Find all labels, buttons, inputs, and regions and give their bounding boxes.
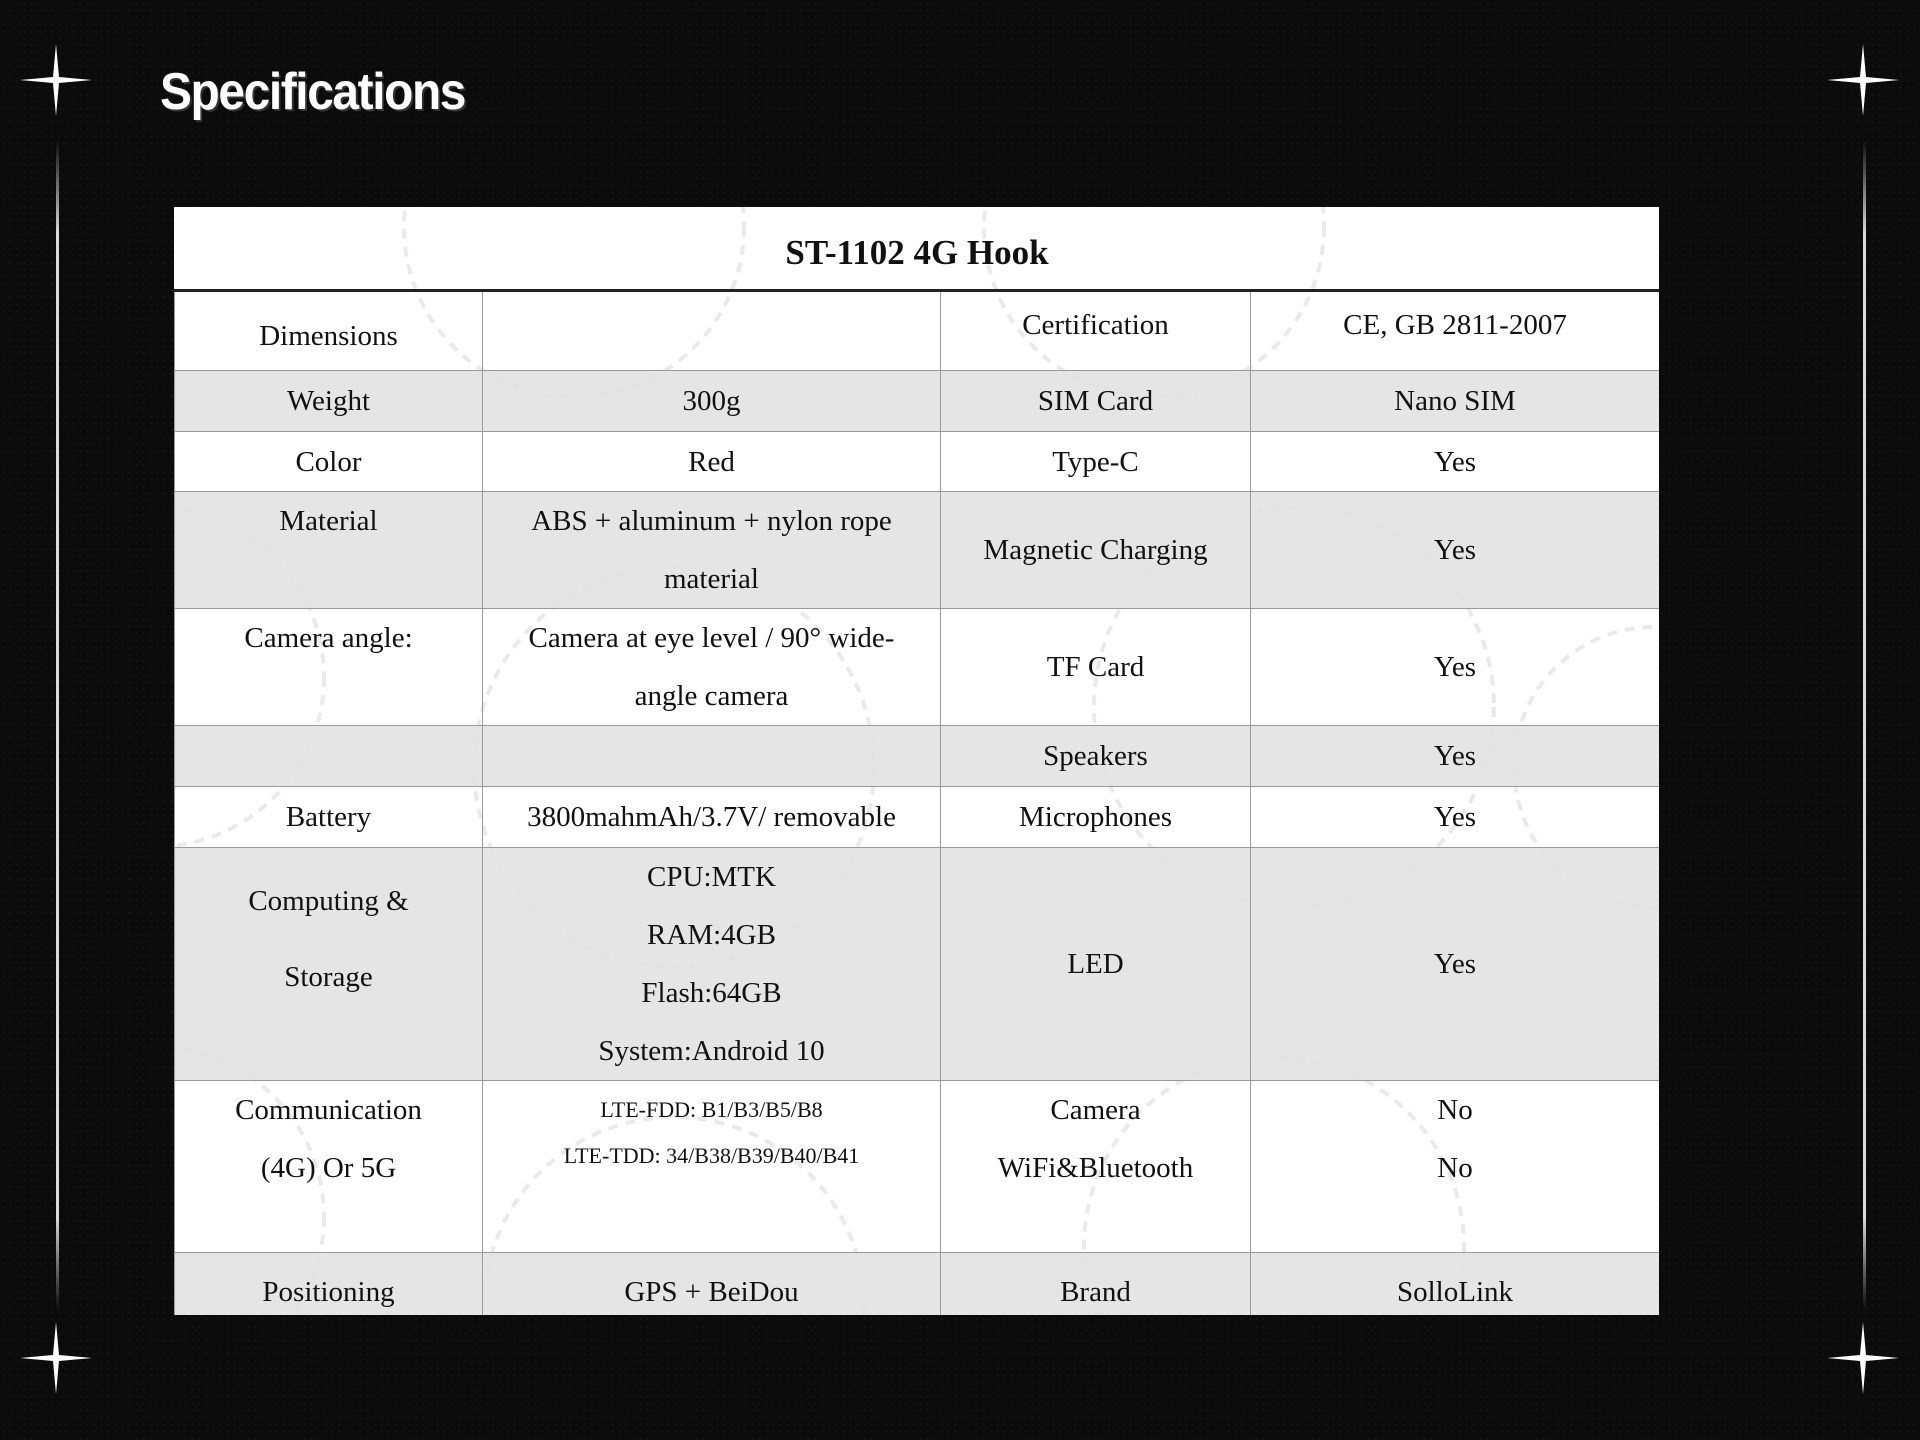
spec-card	[174, 207, 1659, 1315]
spec-value: Yes	[1251, 492, 1660, 609]
right-frame-line	[1863, 140, 1866, 1310]
spec-label-line: Camera	[1050, 1094, 1141, 1126]
spec-label: SIM Card	[941, 371, 1251, 432]
spec-label: TF Card	[941, 609, 1251, 726]
spec-label: Camera angle:	[175, 609, 483, 726]
spec-value-line: RAM:4GB	[647, 919, 776, 951]
spec-label: Dimensions	[175, 291, 483, 371]
spec-value: Red	[483, 432, 941, 492]
spec-value-line: ABS + aluminum + nylon rope	[531, 505, 892, 537]
spec-label: Weight	[175, 371, 483, 432]
spec-label: Magnetic Charging	[941, 492, 1251, 609]
left-frame-line	[56, 140, 59, 1310]
spec-label: Color	[175, 432, 483, 492]
table-row	[175, 848, 1660, 1081]
sparkle-star-icon	[1823, 1318, 1903, 1398]
spec-value	[483, 726, 941, 787]
spec-value: GPS + BeiDou	[483, 1253, 941, 1316]
spec-label: Speakers	[941, 726, 1251, 787]
spec-label	[175, 726, 483, 787]
sparkle-star-icon	[16, 40, 96, 120]
spec-value-line: CPU:MTK	[647, 861, 776, 893]
spec-label: Brand	[941, 1253, 1251, 1316]
spec-value: 300g	[483, 371, 941, 432]
spec-value: Nano SIM	[1251, 371, 1660, 432]
spec-table	[174, 207, 1659, 1315]
table-row	[175, 1081, 1660, 1253]
spec-value-line: System:Android 10	[598, 1035, 825, 1067]
table-row	[175, 492, 1660, 609]
table-row	[175, 1253, 1660, 1316]
spec-label: Microphones	[941, 787, 1251, 848]
table-row	[175, 726, 1660, 787]
table-row	[175, 787, 1660, 848]
spec-value: 3800mahmAh/3.7V/ removable	[483, 787, 941, 848]
spec-label: Certification	[941, 291, 1251, 371]
spec-label-line: WiFi&Bluetooth	[997, 1152, 1194, 1184]
spec-label-line: Communication	[235, 1094, 422, 1126]
table-row	[175, 291, 1660, 371]
spec-value-line: No	[1437, 1094, 1473, 1126]
spec-value-line: Camera at eye level / 90° wide-	[528, 622, 895, 654]
spec-value: SolloLink	[1251, 1253, 1660, 1316]
spec-label-line: Computing &	[248, 885, 409, 917]
spec-value-line: Flash:64GB	[641, 977, 782, 1009]
table-title: ST-1102 4G Hook	[175, 207, 1660, 291]
spec-value	[483, 291, 941, 371]
table-row	[175, 371, 1660, 432]
spec-value	[483, 492, 941, 609]
spec-value: Yes	[1251, 432, 1660, 492]
spec-value-line: No	[1437, 1152, 1473, 1184]
spec-value-line: LTE-FDD: B1/B3/B5/B8	[600, 1097, 823, 1122]
spec-label	[941, 1081, 1251, 1253]
spec-label: Battery	[175, 787, 483, 848]
spec-label-line: Storage	[284, 961, 373, 993]
table-row	[175, 609, 1660, 726]
spec-value: Yes	[1251, 609, 1660, 726]
spec-label: Positioning	[175, 1253, 483, 1316]
spec-value	[483, 1081, 941, 1253]
page-title: Specifications	[160, 63, 466, 121]
spec-value-line: LTE-TDD: 34/B38/B39/B40/B41	[563, 1143, 860, 1168]
sparkle-star-icon	[1823, 40, 1903, 120]
spec-value-line: angle camera	[634, 680, 789, 712]
spec-value	[1251, 1081, 1660, 1253]
spec-label: Type-C	[941, 432, 1251, 492]
spec-value: CE, GB 2811-2007	[1251, 291, 1660, 371]
spec-value: Yes	[1251, 726, 1660, 787]
spec-label: LED	[941, 848, 1251, 1081]
spec-label	[175, 848, 483, 1081]
spec-value: Yes	[1251, 848, 1660, 1081]
spec-label	[175, 1081, 483, 1253]
spec-value	[483, 609, 941, 726]
spec-label: Material	[175, 492, 483, 609]
table-row	[175, 432, 1660, 492]
sparkle-star-icon	[16, 1318, 96, 1398]
spec-value: Yes	[1251, 787, 1660, 848]
spec-value-line: material	[663, 563, 759, 595]
spec-label-line: (4G) Or 5G	[260, 1152, 397, 1184]
spec-value	[483, 848, 941, 1081]
